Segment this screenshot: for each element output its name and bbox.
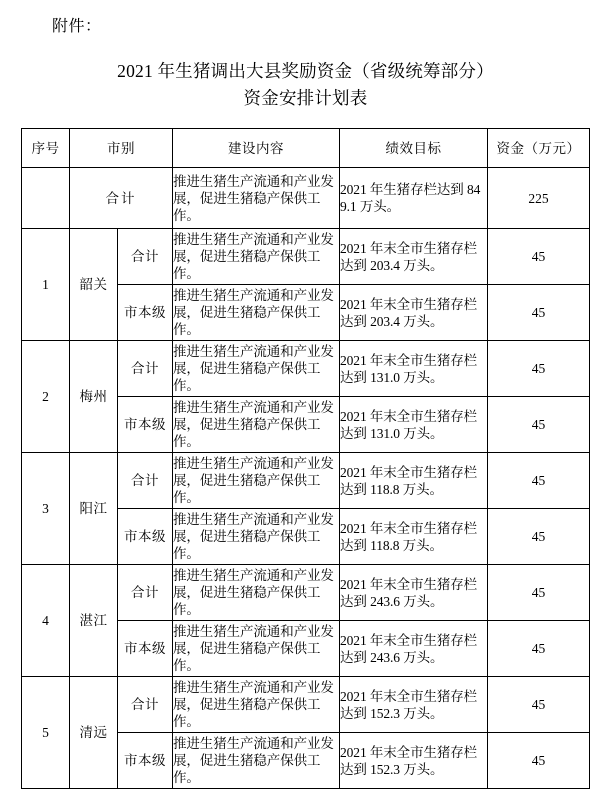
- row-level-cell: 合计: [118, 229, 173, 285]
- row-content-cell: 推进生猪生产流通和产业发展，促进生猪稳产保供工作。: [173, 453, 340, 509]
- row-level-cell: 合计: [118, 565, 173, 621]
- column-header-city: 市别: [70, 129, 173, 168]
- row-funds-cell: 45: [488, 509, 590, 565]
- row-funds-cell: 45: [488, 285, 590, 341]
- row-content-cell: 推进生猪生产流通和产业发展，促进生猪稳产保供工作。: [173, 285, 340, 341]
- row-performance-cell: 2021 年末全市生猪存栏达到 118.8 万头。: [340, 453, 488, 509]
- total-funds-cell: 225: [488, 168, 590, 229]
- table-row: [22, 453, 590, 509]
- row-level-cell: 市本级: [118, 397, 173, 453]
- attachment-label: 附件：: [52, 18, 102, 35]
- row-seq-cell: 3: [22, 453, 70, 565]
- row-city-cell: 梅州: [70, 341, 118, 453]
- row-performance-cell: 2021 年末全市生猪存栏达到 243.6 万头。: [340, 565, 488, 621]
- row-performance-cell: 2021 年末全市生猪存栏达到 131.0 万头。: [340, 397, 488, 453]
- row-level-cell: 市本级: [118, 509, 173, 565]
- row-performance-cell: 2021 年末全市生猪存栏达到 152.3 万头。: [340, 733, 488, 789]
- row-level-cell: 合计: [118, 677, 173, 733]
- table-row: [22, 341, 590, 397]
- row-content-cell: 推进生猪生产流通和产业发展，促进生猪稳产保供工作。: [173, 733, 340, 789]
- row-content-cell: 推进生猪生产流通和产业发展，促进生猪稳产保供工作。: [173, 341, 340, 397]
- row-performance-cell: 2021 年末全市生猪存栏达到 243.6 万头。: [340, 621, 488, 677]
- row-content-cell: 推进生猪生产流通和产业发展，促进生猪稳产保供工作。: [173, 509, 340, 565]
- row-content-cell: 推进生猪生产流通和产业发展，促进生猪稳产保供工作。: [173, 397, 340, 453]
- row-content-cell: 推进生猪生产流通和产业发展，促进生猪稳产保供工作。: [173, 229, 340, 285]
- column-header-content: 建设内容: [173, 129, 340, 168]
- row-funds-cell: 45: [488, 453, 590, 509]
- column-header-seq: 序号: [22, 129, 70, 168]
- total-performance-cell: 2021 年生猪存栏达到 849.1 万头。: [340, 168, 488, 229]
- row-funds-cell: 45: [488, 733, 590, 789]
- table-row: [22, 677, 590, 733]
- row-content-cell: 推进生猪生产流通和产业发展，促进生猪稳产保供工作。: [173, 677, 340, 733]
- row-performance-cell: 2021 年末全市生猪存栏达到 152.3 万头。: [340, 677, 488, 733]
- row-level-cell: 合计: [118, 453, 173, 509]
- total-city-cell: 合计: [70, 168, 173, 229]
- row-level-cell: 市本级: [118, 733, 173, 789]
- funding-plan-table: [21, 128, 590, 789]
- row-funds-cell: 45: [488, 397, 590, 453]
- row-seq-cell: 1: [22, 229, 70, 341]
- row-funds-cell: 45: [488, 621, 590, 677]
- row-seq-cell: 4: [22, 565, 70, 677]
- row-city-cell: 阳江: [70, 453, 118, 565]
- funding-plan-table-container: [21, 128, 589, 789]
- row-seq-cell: 2: [22, 341, 70, 453]
- row-performance-cell: 2021 年末全市生猪存栏达到 131.0 万头。: [340, 341, 488, 397]
- page-title: [0, 58, 611, 112]
- row-city-cell: 清远: [70, 677, 118, 789]
- row-level-cell: 合计: [118, 341, 173, 397]
- total-seq-cell: [22, 168, 70, 229]
- row-funds-cell: 45: [488, 229, 590, 285]
- row-funds-cell: 45: [488, 677, 590, 733]
- table-header-row: [22, 129, 590, 168]
- row-seq-cell: 5: [22, 677, 70, 789]
- column-header-performance: 绩效目标: [340, 129, 488, 168]
- page-title-line-2: 资金安排计划表: [243, 88, 368, 108]
- row-performance-cell: 2021 年末全市生猪存栏达到 203.4 万头。: [340, 285, 488, 341]
- row-content-cell: 推进生猪生产流通和产业发展，促进生猪稳产保供工作。: [173, 621, 340, 677]
- row-funds-cell: 45: [488, 565, 590, 621]
- page-title-line-1: 2021 年生猪调出大县奖励资金（省级统筹部分）: [117, 61, 494, 81]
- row-city-cell: 湛江: [70, 565, 118, 677]
- row-performance-cell: 2021 年末全市生猪存栏达到 118.8 万头。: [340, 509, 488, 565]
- row-performance-cell: 2021 年末全市生猪存栏达到 203.4 万头。: [340, 229, 488, 285]
- row-level-cell: 市本级: [118, 285, 173, 341]
- table-row: [22, 565, 590, 621]
- table-row: [22, 229, 590, 285]
- row-city-cell: 韶关: [70, 229, 118, 341]
- table-row-total: [22, 168, 590, 229]
- column-header-funds: 资金（万元）: [488, 129, 590, 168]
- row-level-cell: 市本级: [118, 621, 173, 677]
- row-funds-cell: 45: [488, 341, 590, 397]
- row-content-cell: 推进生猪生产流通和产业发展，促进生猪稳产保供工作。: [173, 565, 340, 621]
- total-content-cell: 推进生猪生产流通和产业发展，促进生猪稳产保供工作。: [173, 168, 340, 229]
